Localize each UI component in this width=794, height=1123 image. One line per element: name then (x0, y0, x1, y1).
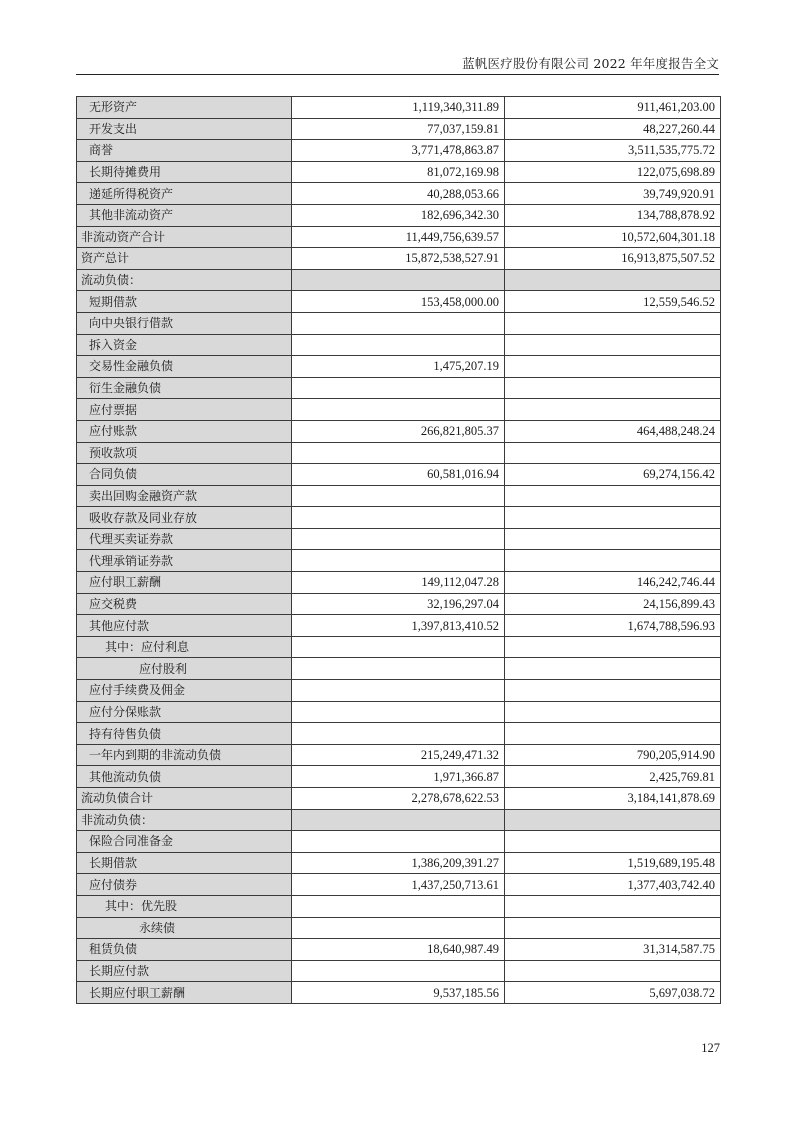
table-row (77, 939, 721, 961)
table-row (77, 420, 721, 442)
table-row (77, 161, 721, 183)
table-row (77, 788, 721, 810)
row-label: 递延所得税资产 (77, 183, 292, 205)
current-period-value: 153,458,000.00 (292, 291, 505, 313)
current-period-value: 1,119,340,311.89 (292, 97, 505, 119)
table-row (77, 593, 721, 615)
previous-period-value: 122,075,698.89 (505, 161, 721, 183)
balance-sheet-table (76, 96, 721, 1004)
table-row (77, 377, 721, 399)
current-period-value (292, 269, 505, 291)
previous-period-value (505, 723, 721, 745)
previous-period-value (505, 701, 721, 723)
section-header-row (77, 809, 721, 831)
previous-period-value: 464,488,248.24 (505, 420, 721, 442)
table-row (77, 312, 721, 334)
table-row (77, 399, 721, 421)
current-period-value (292, 701, 505, 723)
current-period-value (292, 917, 505, 939)
row-label: 衍生金融负债 (77, 377, 292, 399)
current-period-value: 3,771,478,863.87 (292, 140, 505, 162)
row-label: 一年内到期的非流动负债 (77, 744, 292, 766)
current-period-value: 9,537,185.56 (292, 982, 505, 1004)
row-label: 长期应付款 (77, 960, 292, 982)
current-period-value: 11,449,756,639.57 (292, 226, 505, 248)
table-row (77, 97, 721, 119)
previous-period-value: 911,461,203.00 (505, 97, 721, 119)
current-period-value (292, 334, 505, 356)
previous-period-value (505, 809, 721, 831)
previous-period-value (505, 507, 721, 529)
current-period-value: 40,288,053.66 (292, 183, 505, 205)
row-label: 流动负债： (77, 269, 292, 291)
current-period-value (292, 831, 505, 853)
table-row (77, 550, 721, 572)
table-row (77, 442, 721, 464)
page-number: 127 (701, 1041, 720, 1055)
row-label: 商誉 (77, 140, 292, 162)
table-row (77, 852, 721, 874)
balance-sheet-body (77, 97, 721, 1004)
current-period-value: 1,437,250,713.61 (292, 874, 505, 896)
current-period-value (292, 399, 505, 421)
current-period-value: 2,278,678,622.53 (292, 788, 505, 810)
table-row (77, 615, 721, 637)
current-period-value: 1,386,209,391.27 (292, 852, 505, 874)
table-row (77, 895, 721, 917)
row-label: 其他流动负债 (77, 766, 292, 788)
row-label: 非流动资产合计 (77, 226, 292, 248)
previous-period-value: 1,674,788,596.93 (505, 615, 721, 637)
table-row (77, 248, 721, 270)
previous-period-value (505, 356, 721, 378)
table-row (77, 464, 721, 486)
previous-period-value: 31,314,587.75 (505, 939, 721, 961)
row-label: 资产总计 (77, 248, 292, 270)
current-period-value (292, 377, 505, 399)
current-period-value (292, 550, 505, 572)
previous-period-value: 2,425,769.81 (505, 766, 721, 788)
current-period-value (292, 658, 505, 680)
previous-period-value (505, 334, 721, 356)
table-row (77, 528, 721, 550)
table-row (77, 766, 721, 788)
current-period-value: 182,696,342.30 (292, 204, 505, 226)
table-row (77, 960, 721, 982)
previous-period-value (505, 269, 721, 291)
current-period-value: 32,196,297.04 (292, 593, 505, 615)
current-period-value: 77,037,159.81 (292, 118, 505, 140)
current-period-value: 149,112,047.28 (292, 572, 505, 594)
row-label: 持有待售负债 (77, 723, 292, 745)
current-period-value: 18,640,987.49 (292, 939, 505, 961)
table-row (77, 507, 721, 529)
previous-period-value (505, 680, 721, 702)
current-period-value: 60,581,016.94 (292, 464, 505, 486)
current-period-value: 81,072,169.98 (292, 161, 505, 183)
current-period-value (292, 809, 505, 831)
row-label: 永续债 (77, 917, 292, 939)
row-label: 保险合同准备金 (77, 831, 292, 853)
current-period-value (292, 960, 505, 982)
current-period-value: 266,821,805.37 (292, 420, 505, 442)
table-row (77, 680, 721, 702)
previous-period-value: 146,242,746.44 (505, 572, 721, 594)
previous-period-value: 790,205,914.90 (505, 744, 721, 766)
row-label: 卖出回购金融资产款 (77, 485, 292, 507)
previous-period-value: 134,788,878.92 (505, 204, 721, 226)
current-period-value: 1,971,366.87 (292, 766, 505, 788)
previous-period-value (505, 636, 721, 658)
row-label: 非流动负债： (77, 809, 292, 831)
row-label: 应付票据 (77, 399, 292, 421)
current-period-value (292, 528, 505, 550)
previous-period-value: 12,559,546.52 (505, 291, 721, 313)
row-label: 应付分保账款 (77, 701, 292, 723)
table-row (77, 831, 721, 853)
row-label: 应付债券 (77, 874, 292, 896)
row-label: 长期待摊费用 (77, 161, 292, 183)
table-row (77, 356, 721, 378)
table-row (77, 658, 721, 680)
row-label: 其他非流动资产 (77, 204, 292, 226)
previous-period-value (505, 831, 721, 853)
row-label: 无形资产 (77, 97, 292, 119)
current-period-value (292, 485, 505, 507)
row-label: 应付股利 (77, 658, 292, 680)
table-row (77, 291, 721, 313)
row-label: 代理买卖证券款 (77, 528, 292, 550)
table-row (77, 183, 721, 205)
previous-period-value: 48,227,260.44 (505, 118, 721, 140)
report-title: 蓝帆医疗股份有限公司 2022 年年度报告全文 (462, 56, 719, 71)
previous-period-value (505, 528, 721, 550)
previous-period-value (505, 312, 721, 334)
previous-period-value (505, 485, 721, 507)
previous-period-value (505, 658, 721, 680)
row-label: 拆入资金 (77, 334, 292, 356)
current-period-value: 1,475,207.19 (292, 356, 505, 378)
row-label: 代理承销证券款 (77, 550, 292, 572)
current-period-value: 1,397,813,410.52 (292, 615, 505, 637)
previous-period-value (505, 960, 721, 982)
previous-period-value: 3,184,141,878.69 (505, 788, 721, 810)
previous-period-value: 5,697,038.72 (505, 982, 721, 1004)
table-row (77, 485, 721, 507)
previous-period-value (505, 895, 721, 917)
table-row (77, 723, 721, 745)
current-period-value (292, 895, 505, 917)
current-period-value: 215,249,471.32 (292, 744, 505, 766)
row-label: 向中央银行借款 (77, 312, 292, 334)
section-header-row (77, 269, 721, 291)
table-row (77, 917, 721, 939)
row-label: 其中：优先股 (77, 895, 292, 917)
row-label: 应付职工薪酬 (77, 572, 292, 594)
previous-period-value (505, 377, 721, 399)
table-row (77, 701, 721, 723)
previous-period-value: 39,749,920.91 (505, 183, 721, 205)
row-label: 开发支出 (77, 118, 292, 140)
row-label: 其中：应付利息 (77, 636, 292, 658)
current-period-value (292, 507, 505, 529)
row-label: 流动负债合计 (77, 788, 292, 810)
table-row (77, 982, 721, 1004)
row-label: 应付手续费及佣金 (77, 680, 292, 702)
previous-period-value: 10,572,604,301.18 (505, 226, 721, 248)
current-period-value (292, 636, 505, 658)
row-label: 短期借款 (77, 291, 292, 313)
table-row (77, 226, 721, 248)
previous-period-value: 1,377,403,742.40 (505, 874, 721, 896)
row-label: 长期借款 (77, 852, 292, 874)
current-period-value (292, 680, 505, 702)
table-row (77, 572, 721, 594)
previous-period-value: 1,519,689,195.48 (505, 852, 721, 874)
row-label: 租赁负债 (77, 939, 292, 961)
current-period-value (292, 442, 505, 464)
current-period-value (292, 723, 505, 745)
row-label: 应交税费 (77, 593, 292, 615)
row-label: 合同负债 (77, 464, 292, 486)
table-row (77, 118, 721, 140)
page-header (76, 56, 719, 75)
row-label: 应付账款 (77, 420, 292, 442)
previous-period-value: 3,511,535,775.72 (505, 140, 721, 162)
previous-period-value: 24,156,899.43 (505, 593, 721, 615)
previous-period-value (505, 917, 721, 939)
row-label: 长期应付职工薪酬 (77, 982, 292, 1004)
row-label: 预收款项 (77, 442, 292, 464)
current-period-value: 15,872,538,527.91 (292, 248, 505, 270)
row-label: 吸收存款及同业存放 (77, 507, 292, 529)
row-label: 交易性金融负债 (77, 356, 292, 378)
table-row (77, 636, 721, 658)
previous-period-value (505, 399, 721, 421)
table-row (77, 140, 721, 162)
previous-period-value (505, 442, 721, 464)
current-period-value (292, 312, 505, 334)
previous-period-value: 69,274,156.42 (505, 464, 721, 486)
table-row (77, 204, 721, 226)
table-row (77, 744, 721, 766)
previous-period-value: 16,913,875,507.52 (505, 248, 721, 270)
table-row (77, 334, 721, 356)
previous-period-value (505, 550, 721, 572)
row-label: 其他应付款 (77, 615, 292, 637)
table-row (77, 874, 721, 896)
